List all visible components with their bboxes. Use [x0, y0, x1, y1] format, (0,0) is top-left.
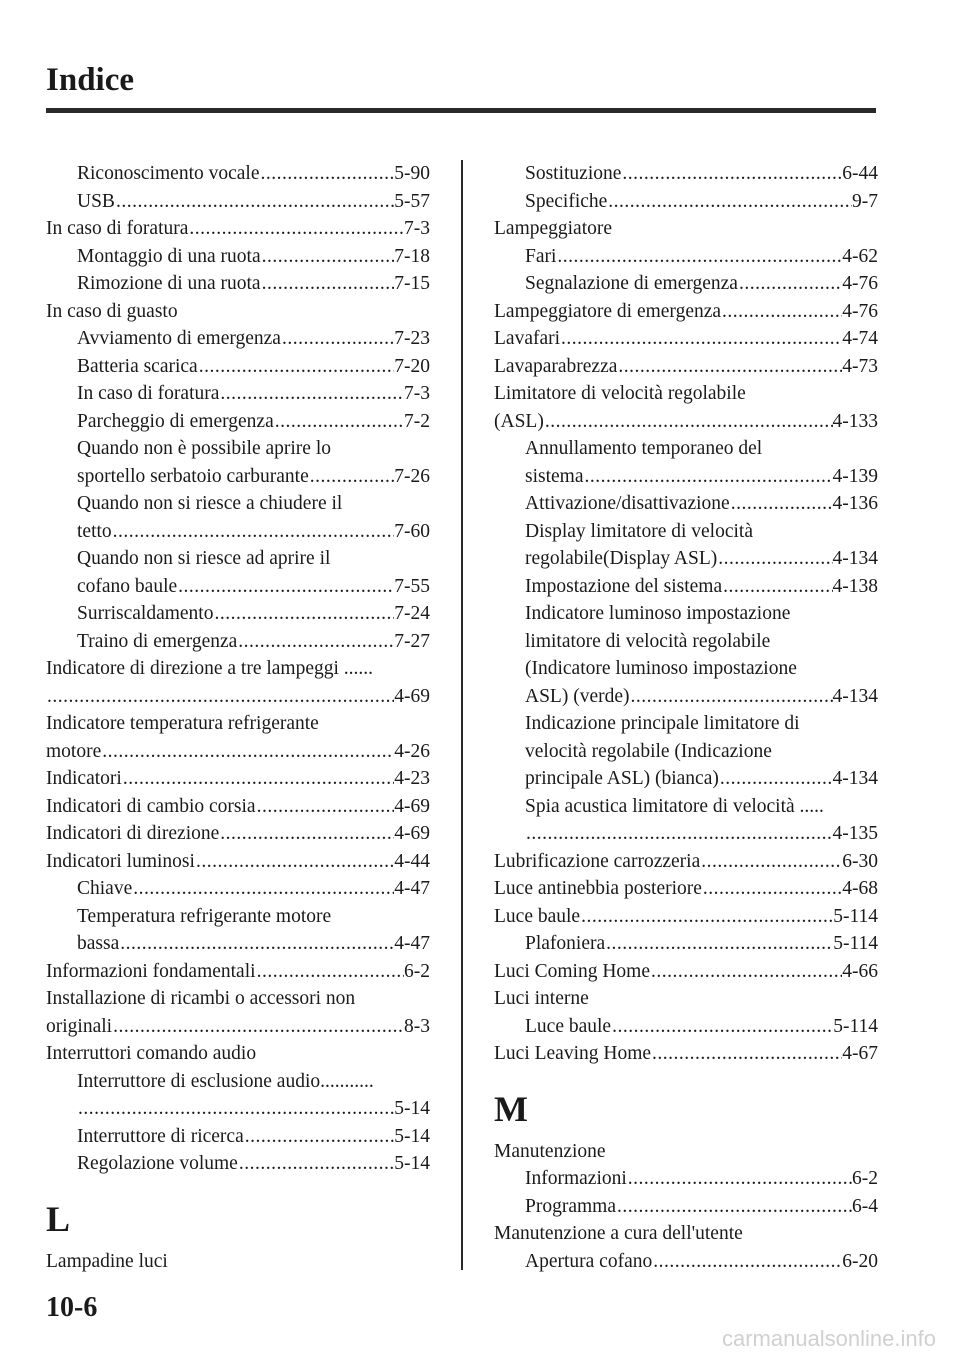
dot-leader [238, 1150, 394, 1178]
index-entry[interactable] [494, 958, 878, 986]
page-reference: 4-76 [842, 273, 878, 294]
page-reference: 4-67 [842, 1043, 878, 1064]
dot-leader [717, 545, 832, 573]
dot-leader [256, 793, 395, 821]
entry-label: Luci Leaving Home [494, 1043, 652, 1064]
dot-leader [198, 353, 395, 381]
index-entry[interactable] [494, 490, 878, 518]
index-entry[interactable] [46, 353, 430, 381]
entry-label: USB [77, 190, 115, 212]
entry-label: Riconoscimento vocale [77, 163, 260, 184]
index-entry[interactable] [46, 215, 430, 243]
index-heading: Interruttori comando audio [46, 1043, 257, 1064]
index-entry[interactable] [494, 1040, 878, 1068]
index-entry[interactable] [494, 573, 878, 601]
entry-label: Montaggio di una ruota [77, 245, 261, 267]
page-reference: 4-133 [832, 410, 878, 432]
index-heading: Quando non è possibile aprire lo [77, 438, 331, 459]
entry-label: In caso di foratura [46, 218, 189, 239]
index-entry[interactable] [494, 463, 878, 491]
index-entry[interactable] [494, 1013, 878, 1041]
dot-leader [195, 848, 394, 876]
index-entry[interactable] [46, 380, 430, 408]
entry-label: Luce baule [525, 1015, 612, 1037]
page-title: Indice [46, 62, 135, 98]
page-reference: 4-69 [394, 795, 430, 817]
index-heading: Manutenzione [494, 1140, 606, 1162]
dot-leader [274, 408, 404, 436]
dot-leader [617, 353, 842, 381]
dot-leader [244, 1123, 395, 1151]
index-entry[interactable] [46, 958, 430, 986]
page-reference: 4-138 [832, 575, 878, 597]
index-heading: Lampeggiatore [494, 218, 613, 239]
index-heading: (Indicatore luminoso impostazione [525, 658, 797, 679]
entry-label: Programma [525, 1195, 616, 1217]
column-divider [461, 160, 463, 1270]
entry-label: principale ASL) (bianca) [525, 768, 719, 789]
dot-leader [309, 463, 395, 491]
index-entry[interactable] [46, 683, 430, 711]
index-entry[interactable] [494, 930, 878, 958]
page-reference: 7-18 [394, 245, 430, 267]
page-reference: 6-2 [852, 1168, 878, 1189]
index-heading: Display limitatore di velocità [525, 520, 753, 542]
page-reference: 7-3 [404, 383, 430, 404]
page-reference: 5-114 [833, 933, 878, 954]
dot-leader [560, 325, 842, 353]
dot-leader [722, 573, 832, 601]
entry-label: Fari [525, 245, 557, 267]
dot-leader [652, 1248, 842, 1276]
index-entry[interactable] [46, 463, 430, 491]
index-entry[interactable] [494, 820, 878, 848]
page-reference: 5-14 [394, 1153, 430, 1174]
entry-label: Interruttore di ricerca [77, 1125, 244, 1147]
index-column-right [494, 160, 878, 1275]
dot-leader [112, 518, 395, 546]
entry-label: Avviamento di emergenza [77, 328, 281, 349]
index-entry[interactable] [46, 270, 430, 298]
page-reference: 5-14 [394, 1125, 430, 1147]
dot-leader [177, 573, 394, 601]
entry-label: Regolazione volume [77, 1153, 238, 1174]
index-entry[interactable] [46, 738, 430, 766]
page-reference: 7-24 [394, 603, 430, 624]
index-entry[interactable] [46, 1013, 430, 1041]
page-reference: 5-14 [394, 1098, 430, 1119]
index-entry[interactable] [494, 848, 878, 876]
index-entry[interactable] [494, 160, 878, 188]
page-reference: 6-30 [842, 850, 878, 872]
index-heading: Annullamento temporaneo del [525, 438, 763, 459]
index-entry[interactable] [494, 1165, 878, 1193]
entry-label: sistema [525, 465, 584, 487]
entry-label: Parcheggio di emergenza [77, 410, 274, 432]
index-heading: velocità regolabile (Indicazione [525, 740, 772, 762]
page-reference: 7-2 [404, 410, 430, 432]
index-entry[interactable] [494, 298, 878, 326]
page-reference: 5-90 [394, 163, 430, 184]
dot-leader [700, 848, 842, 876]
index-entry[interactable] [46, 1150, 430, 1178]
index-entry[interactable] [46, 930, 430, 958]
page-reference: 4-69 [394, 685, 430, 707]
entry-label: (ASL) [494, 410, 544, 432]
index-entry[interactable] [494, 545, 878, 573]
dot-leader [556, 243, 842, 271]
entry-label: Impostazione del sistema [525, 575, 723, 597]
entry-label: Informazioni fondamentali [46, 960, 256, 982]
index-entry[interactable] [494, 408, 878, 436]
page-reference: 8-3 [404, 1015, 430, 1037]
page-reference: 4-62 [842, 245, 878, 267]
page-reference: 4-47 [394, 933, 430, 954]
entry-label: Lavaparabrezza [494, 355, 618, 377]
dot-leader [219, 380, 404, 408]
dot-leader [702, 875, 842, 903]
dot-leader [650, 958, 842, 986]
dot-leader [77, 1095, 394, 1123]
page-reference: 4-26 [394, 740, 430, 762]
dot-leader [112, 1013, 404, 1041]
index-heading: Indicatore di direzione a tre lampeggi ...... [46, 658, 374, 679]
index-entry[interactable] [494, 325, 878, 353]
page-reference: 7-23 [394, 328, 430, 349]
index-heading: Manutenzione a cura dell'utente [494, 1223, 743, 1244]
dot-leader [46, 683, 394, 711]
dot-leader [605, 930, 833, 958]
page-reference: 5-57 [394, 190, 430, 212]
dot-leader [719, 765, 833, 793]
entry-label: Rimozione di una ruota [77, 273, 261, 294]
index-entry[interactable] [46, 325, 430, 353]
entry-label: Indicatori [46, 768, 122, 789]
page-reference: 7-3 [404, 218, 430, 239]
index-entry[interactable] [46, 765, 430, 793]
dot-leader [584, 463, 833, 491]
index-heading: Indicatore luminoso impostazione [525, 603, 791, 624]
page-reference: 4-134 [832, 548, 878, 569]
dot-leader [281, 325, 394, 353]
index-entry[interactable] [494, 765, 878, 793]
index-entry[interactable] [494, 1193, 878, 1221]
dot-leader [119, 930, 394, 958]
page-reference: 7-15 [394, 273, 430, 294]
dot-leader [219, 820, 394, 848]
page-reference: 7-26 [394, 465, 430, 487]
page-reference: 4-76 [842, 300, 878, 322]
index-entry[interactable] [494, 270, 878, 298]
entry-label: Informazioni [525, 1168, 627, 1189]
dot-leader [721, 298, 842, 326]
entry-label: Specifiche [525, 190, 608, 212]
page-reference: 4-134 [832, 768, 878, 789]
entry-label: Traino di emergenza [77, 630, 238, 652]
index-heading: Lampadine luci [46, 1250, 168, 1272]
page-reference: 5-114 [833, 1015, 878, 1037]
dot-leader [738, 270, 842, 298]
index-entry[interactable] [46, 600, 430, 628]
index-entry[interactable] [46, 1123, 430, 1151]
dot-leader [188, 215, 404, 243]
index-heading: Interruttore di esclusione audio........... [77, 1070, 374, 1092]
index-heading: Quando non si riesce ad aprire il [77, 548, 331, 569]
entry-label: In caso di foratura [77, 383, 220, 404]
entry-label: sportello serbatoio carburante [77, 465, 309, 487]
section-letter: M [494, 1088, 528, 1129]
index-heading: In caso di guasto [46, 300, 178, 322]
page-reference: 4-23 [394, 768, 430, 789]
page-reference: 4-136 [832, 493, 878, 514]
entry-label: Chiave [77, 878, 133, 899]
entry-label: Segnalazione di emergenza [525, 273, 738, 294]
entry-label: ASL) (verde) [525, 685, 630, 707]
page-reference: 4-134 [832, 685, 878, 707]
entry-label: Attivazione/disattivazione [525, 493, 730, 514]
page-reference: 4-139 [832, 465, 878, 487]
index-heading: Indicatore temperatura refrigerante [46, 713, 319, 734]
index-entry[interactable] [494, 1248, 878, 1276]
dot-leader [627, 1165, 852, 1193]
page-reference: 4-68 [842, 878, 878, 899]
index-heading: Temperatura refrigerante motore [77, 905, 332, 927]
page-reference: 6-2 [404, 960, 430, 982]
page-reference: 5-114 [833, 905, 878, 927]
page-reference: 4-73 [842, 355, 878, 377]
entry-label: regolabile(Display ASL) [525, 548, 718, 569]
index-heading: Luci interne [494, 988, 589, 1009]
page-reference: 7-60 [394, 520, 430, 542]
dot-leader [237, 628, 394, 656]
index-entry[interactable] [46, 243, 430, 271]
index-entry[interactable] [494, 903, 878, 931]
entry-label: Luce antinebbia posteriore [494, 878, 702, 899]
dot-leader [261, 270, 395, 298]
entry-label: Sostituzione [525, 163, 622, 184]
index-entry[interactable] [46, 573, 430, 601]
dot-leader [730, 490, 833, 518]
index-heading: limitatore di velocità regolabile [525, 630, 771, 652]
page-reference: 4-69 [394, 823, 430, 844]
page-reference: 7-20 [394, 355, 430, 377]
dot-leader [261, 243, 395, 271]
index-entry[interactable] [46, 628, 430, 656]
index-entry[interactable] [46, 188, 430, 216]
page-reference: 6-20 [842, 1250, 878, 1272]
dot-leader [580, 903, 833, 931]
index-entry[interactable] [494, 683, 878, 711]
index-heading: Installazione di ricambi o accessori non [46, 988, 356, 1009]
dot-leader [132, 875, 394, 903]
index-entry[interactable] [494, 188, 878, 216]
dot-leader [621, 160, 842, 188]
index-entry[interactable] [46, 875, 430, 903]
entry-label: Indicatori di cambio corsia [46, 795, 256, 817]
entry-label: Lavafari [494, 328, 561, 349]
page-reference: 9-7 [852, 190, 878, 212]
index-heading: Indicazione principale limitatore di [525, 713, 800, 734]
entry-label: originali [46, 1015, 113, 1037]
dot-leader [544, 408, 833, 436]
dot-leader [115, 188, 394, 216]
entry-label: Indicatori luminosi [46, 850, 195, 872]
dot-leader [651, 1040, 842, 1068]
entry-label: tetto [77, 520, 112, 542]
page-reference: 7-27 [394, 630, 430, 652]
index-entry[interactable] [46, 848, 430, 876]
page-reference: 4-66 [842, 960, 878, 982]
entry-label: Surriscaldamento [77, 603, 214, 624]
index-heading: Limitatore di velocità regolabile [494, 383, 746, 404]
dot-leader [213, 600, 394, 628]
index-entry[interactable] [46, 820, 430, 848]
index-column-left [46, 160, 430, 1275]
dot-leader [122, 765, 394, 793]
page-reference: 4-135 [832, 823, 878, 844]
entry-label: Indicatori di direzione [46, 823, 220, 844]
watermark: carmanualsonline.info [721, 1326, 936, 1351]
dot-leader [260, 160, 395, 188]
index-entry[interactable] [46, 793, 430, 821]
index-entry[interactable] [46, 160, 430, 188]
entry-label: Plafoniera [525, 933, 606, 954]
entry-label: cofano baule [77, 575, 178, 597]
header-rule [46, 108, 876, 113]
index-heading: Spia acustica limitatore di velocità ..... [525, 795, 824, 817]
dot-leader [630, 683, 833, 711]
index-entry[interactable] [46, 1095, 430, 1123]
entry-label: Apertura cofano [525, 1250, 653, 1272]
index-entry[interactable] [46, 518, 430, 546]
page-reference: 4-44 [394, 850, 430, 872]
page-reference: 6-44 [842, 163, 878, 184]
page-number: 10-6 [46, 1292, 98, 1323]
index-heading: Quando non si riesce a chiudere il [77, 493, 343, 514]
entry-label: Batteria scarica [77, 355, 198, 377]
entry-label: motore [46, 740, 102, 762]
dot-leader [256, 958, 404, 986]
entry-label: Luci Coming Home [494, 960, 650, 982]
page-reference: 7-55 [394, 575, 430, 597]
dot-leader [101, 738, 394, 766]
dot-leader [607, 188, 852, 216]
index-entry[interactable] [46, 408, 430, 436]
page-reference: 6-4 [852, 1195, 878, 1217]
dot-leader [525, 820, 833, 848]
dot-leader [611, 1013, 833, 1041]
entry-label: bassa [77, 933, 120, 954]
page-reference: 4-47 [394, 878, 430, 899]
index-entry[interactable] [494, 353, 878, 381]
section-letter: L [46, 1198, 71, 1239]
entry-label: Lubrificazione carrozzeria [494, 850, 701, 872]
index-entry[interactable] [494, 875, 878, 903]
page-reference: 4-74 [842, 328, 878, 349]
dot-leader [616, 1193, 852, 1221]
index-entry[interactable] [494, 243, 878, 271]
entry-label: Luce baule [494, 905, 581, 927]
entry-label: Lampeggiatore di emergenza [494, 300, 722, 322]
